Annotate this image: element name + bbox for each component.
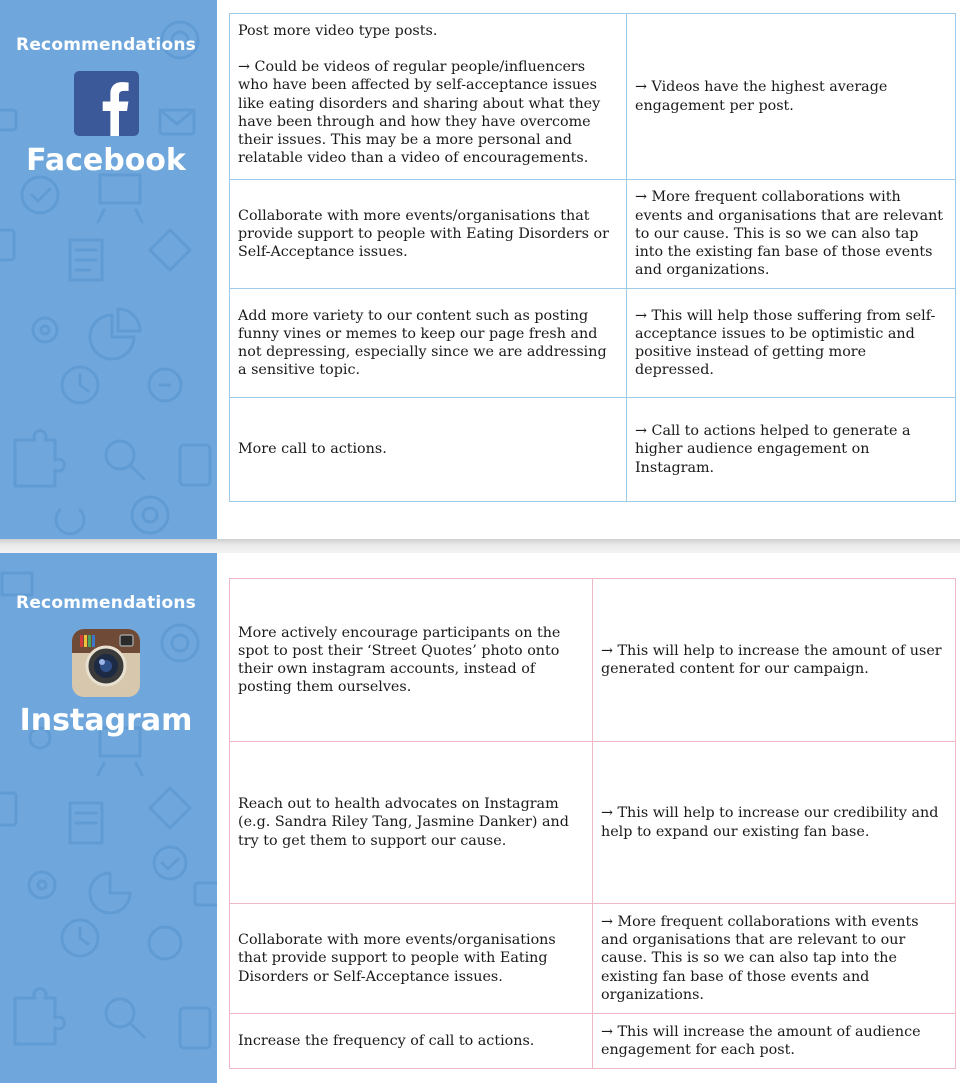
instagram-slide xyxy=(0,553,960,1083)
reason-cell xyxy=(627,14,956,180)
recommendation-cell xyxy=(230,398,627,502)
reason-text: → More frequent collaborations with events and organisations that are relevant to our cause. This is so we can also tap into the existing fan base of those events and organizations. xyxy=(635,189,944,279)
reason-cell xyxy=(627,180,956,289)
reason-text: → Call to actions helped to generate a higher audience engagement on Instagram. xyxy=(635,423,911,476)
recommendation-cell xyxy=(230,180,627,289)
table-row xyxy=(230,180,956,289)
recommendation-text: Post more video type posts. xyxy=(238,23,438,39)
reason-text: → This will increase the amount of audience engagement for each post. xyxy=(601,1023,921,1058)
facebook-slide xyxy=(0,0,960,539)
facebook-recommendations-table xyxy=(229,13,956,502)
platform-title: Instagram xyxy=(19,703,193,738)
recommendation-cell xyxy=(230,1014,593,1069)
recommendation-text: Reach out to health advocates on Instagram (e.g. Sandra Riley Tang, Jasmine Danker) and try to get them to support our cause. xyxy=(238,796,569,849)
reason-cell xyxy=(593,579,956,742)
recommendation-text: Collaborate with more events/organisations that provide support to people with Eating Disorders or Self-Acceptance issues. xyxy=(238,207,609,261)
recommendation-text: Increase the frequency of call to actions. xyxy=(238,1032,535,1049)
table-row xyxy=(230,1014,956,1069)
reason-cell xyxy=(627,398,956,502)
instagram-logo xyxy=(72,629,140,701)
reason-cell xyxy=(627,289,956,398)
table-row xyxy=(230,398,956,502)
reason-text: → This will help to increase our credibility and help to expand our existing fan base. xyxy=(601,805,939,840)
reason-cell xyxy=(593,1014,956,1069)
reason-text: → More frequent collaborations with events and organisations that are relevant to our cause. This is so we can also tap into the existing fan base of those events and organizations. xyxy=(601,913,919,1003)
reason-text: → This will help to increase the amount of user generated content for our campaign. xyxy=(601,642,942,677)
slide-separator xyxy=(0,539,960,553)
recommendations-heading: Recommendations xyxy=(16,35,196,55)
table-row xyxy=(230,289,956,398)
reason-cell xyxy=(593,904,956,1014)
recommendation-text: Collaborate with more events/organisations that provide support to people with Eating Disorders or Self-Acceptance issues. xyxy=(238,932,556,985)
recommendations-heading: Recommendations xyxy=(16,593,196,613)
platform-title: Facebook xyxy=(26,143,186,178)
reason-text: → Videos have the highest average engagement per post. xyxy=(635,79,888,114)
recommendation-text: More actively encourage participants on the spot to post their ‘Street Quotes’ photo onto their own instagram accounts, instead of posting them ourselves. xyxy=(238,624,561,696)
recommendation-text: Add more variety to our content such as posting funny vines or memes to keep our page fresh and not depressing, especially since we are addressing a sensitive topic. xyxy=(238,307,607,379)
facebook-logo xyxy=(74,71,139,140)
recommendation-cell xyxy=(230,14,627,180)
reason-text: → This will help those suffering from self-acceptance issues to be optimistic and positive instead of getting more depressed. xyxy=(635,307,936,379)
table-row xyxy=(230,14,956,180)
recommendation-cell xyxy=(230,289,627,398)
table-row xyxy=(230,579,956,742)
recommendation-detail: → Could be videos of regular people/influencers who have been affected by self-acceptance issues like eating disorders and sharing about what they have been through and how they have overcome their issues. This may be a more personal and relatable video than a video of encouragements. xyxy=(238,59,601,167)
recommendation-cell xyxy=(230,904,593,1014)
table-row xyxy=(230,742,956,904)
recommendation-text: More call to actions. xyxy=(238,441,387,458)
facebook-icon xyxy=(74,71,139,136)
reason-cell xyxy=(593,742,956,904)
instagram-camera-icon xyxy=(72,629,140,697)
recommendation-cell xyxy=(230,742,593,904)
recommendation-cell xyxy=(230,579,593,742)
instagram-recommendations-table xyxy=(229,578,956,1069)
facebook-sidebar xyxy=(0,0,217,539)
instagram-sidebar xyxy=(0,553,217,1083)
table-row xyxy=(230,904,956,1014)
